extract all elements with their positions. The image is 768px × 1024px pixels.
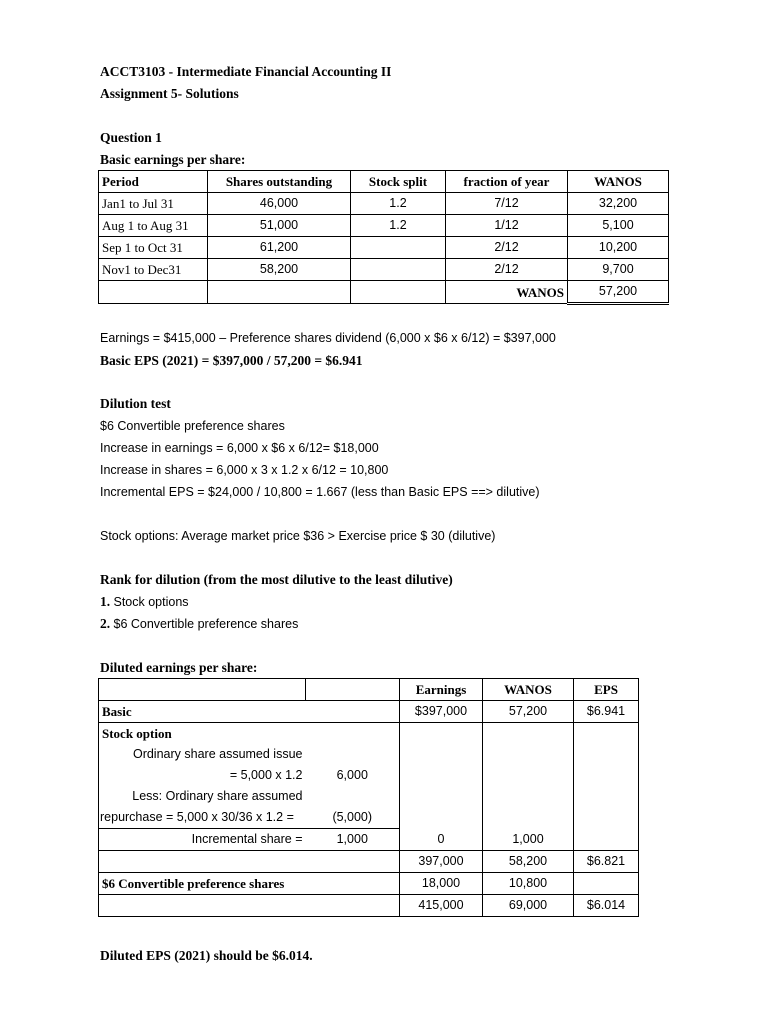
table-cell: 7/12 bbox=[446, 193, 568, 215]
convertible-row-label: $6 Convertible preference shares bbox=[99, 873, 400, 895]
table-cell: 58,200 bbox=[208, 259, 351, 281]
table-header-cell: Stock split bbox=[351, 171, 446, 193]
total-value: 57,200 bbox=[568, 281, 669, 304]
table-header-cell: WANOS bbox=[568, 171, 669, 193]
table-cell bbox=[99, 679, 306, 701]
table-cell bbox=[306, 723, 400, 745]
table-cell: 46,000 bbox=[208, 193, 351, 215]
table-cell: 18,000 bbox=[400, 873, 483, 895]
table-cell: 2/12 bbox=[446, 259, 568, 281]
incremental-eps-line: Incremental EPS = $24,000 / 10,800 = 1.667 (less than Basic EPS ==> dilutive) bbox=[100, 485, 540, 499]
basic-eps-heading: Basic earnings per share: bbox=[100, 152, 246, 167]
table-cell bbox=[306, 851, 400, 873]
table-cell: 5,100 bbox=[568, 215, 669, 237]
table-row bbox=[99, 851, 639, 873]
table-cell: 415,000 bbox=[400, 895, 483, 917]
rank-item-2 bbox=[100, 615, 298, 633]
table-cell: Less: Ordinary share assumed bbox=[99, 786, 306, 807]
increase-shares-line: Increase in shares = 6,000 x 3 x 1.2 x 6/12 = 10,800 bbox=[100, 463, 389, 477]
table-row bbox=[99, 723, 639, 745]
table-row bbox=[99, 895, 639, 917]
table-header-row bbox=[99, 171, 669, 193]
table-cell: repurchase = 5,000 x 30/36 x 1.2 = bbox=[99, 807, 306, 829]
question-title: Question 1 bbox=[100, 130, 162, 145]
table-row bbox=[99, 237, 669, 259]
table-cell bbox=[306, 744, 400, 765]
table-cell bbox=[351, 281, 446, 304]
table-cell: 2/12 bbox=[446, 237, 568, 259]
table-cell: = 5,000 x 1.2 bbox=[99, 765, 306, 786]
table-cell: 51,000 bbox=[208, 215, 351, 237]
table-cell bbox=[99, 895, 400, 917]
table-cell bbox=[99, 281, 208, 304]
table-row bbox=[99, 701, 639, 723]
earnings-line: Earnings = $415,000 – Preference shares dividend (6,000 x $6 x 6/12) = $397,000 bbox=[100, 331, 556, 345]
table-cell bbox=[483, 723, 574, 829]
rank-number: 1. bbox=[100, 594, 111, 609]
table-cell bbox=[574, 723, 639, 851]
table-total-row bbox=[99, 281, 669, 304]
table-cell bbox=[351, 237, 446, 259]
table-cell: $6.941 bbox=[574, 701, 639, 723]
table-cell bbox=[99, 851, 306, 873]
table-cell: Incremental share = bbox=[99, 829, 306, 851]
table-cell bbox=[306, 679, 400, 701]
table-cell: 32,200 bbox=[568, 193, 669, 215]
rank-heading: Rank for dilution (from the most dilutive to the least dilutive) bbox=[100, 572, 453, 587]
table-cell: $6.821 bbox=[574, 851, 639, 873]
table-cell: Jan1 to Jul 31 bbox=[99, 193, 208, 215]
table-cell bbox=[574, 873, 639, 895]
rank-text: $6 Convertible preference shares bbox=[113, 617, 299, 631]
table-row bbox=[99, 829, 639, 851]
rank-number: 2. bbox=[100, 616, 111, 631]
table-cell: 1,000 bbox=[306, 829, 400, 851]
table-cell: $6.014 bbox=[574, 895, 639, 917]
table-cell: 9,700 bbox=[568, 259, 669, 281]
table-cell: 58,200 bbox=[483, 851, 574, 873]
rank-text: Stock options bbox=[113, 595, 189, 609]
dilution-test-heading: Dilution test bbox=[100, 396, 171, 411]
table-cell: 6,000 bbox=[306, 765, 400, 786]
table-row bbox=[99, 215, 669, 237]
increase-earnings-line: Increase in earnings = 6,000 x $6 x 6/12= $18,000 bbox=[100, 441, 379, 455]
table-cell: 61,200 bbox=[208, 237, 351, 259]
table-cell: 1.2 bbox=[351, 215, 446, 237]
table-cell bbox=[208, 281, 351, 304]
table-cell: 1/12 bbox=[446, 215, 568, 237]
total-label: WANOS bbox=[446, 281, 568, 304]
table-cell: Sep 1 to Oct 31 bbox=[99, 237, 208, 259]
table-cell: 69,000 bbox=[483, 895, 574, 917]
table-cell: (5,000) bbox=[306, 807, 400, 829]
stock-option-label: Stock option bbox=[99, 723, 306, 745]
basic-row-label: Basic bbox=[99, 701, 400, 723]
table-row bbox=[99, 259, 669, 281]
table-cell bbox=[306, 786, 400, 807]
table-header-row bbox=[99, 679, 639, 701]
table-cell: Ordinary share assumed issue bbox=[99, 744, 306, 765]
table-cell: 397,000 bbox=[400, 851, 483, 873]
table-header-cell: EPS bbox=[574, 679, 639, 701]
basic-eps-line: Basic EPS (2021) = $397,000 / 57,200 = $6.941 bbox=[100, 353, 363, 368]
table-row bbox=[99, 873, 639, 895]
diluted-eps-heading: Diluted earnings per share: bbox=[100, 660, 258, 675]
conclusion-line: Diluted EPS (2021) should be $6.014. bbox=[100, 948, 313, 963]
table-cell: 0 bbox=[400, 829, 483, 851]
table-cell: 1,000 bbox=[483, 829, 574, 851]
table-header-cell: fraction of year bbox=[446, 171, 568, 193]
stock-options-line: Stock options: Average market price $36 > Exercise price $ 30 (dilutive) bbox=[100, 529, 496, 543]
table-header-cell: Earnings bbox=[400, 679, 483, 701]
diluted-eps-table bbox=[98, 678, 639, 917]
table-cell: 57,200 bbox=[483, 701, 574, 723]
table-header-cell: Period bbox=[99, 171, 208, 193]
table-cell bbox=[351, 259, 446, 281]
assignment-title: Assignment 5- Solutions bbox=[100, 86, 239, 101]
course-title: ACCT3103 - Intermediate Financial Accounting II bbox=[100, 64, 392, 79]
rank-item-1 bbox=[100, 593, 189, 611]
table-cell: 1.2 bbox=[351, 193, 446, 215]
table-cell: 10,200 bbox=[568, 237, 669, 259]
table-cell: $397,000 bbox=[400, 701, 483, 723]
table-cell: Nov1 to Dec31 bbox=[99, 259, 208, 281]
table-row bbox=[99, 193, 669, 215]
table-cell: Aug 1 to Aug 31 bbox=[99, 215, 208, 237]
convertible-pref-label: $6 Convertible preference shares bbox=[100, 419, 285, 433]
table-cell bbox=[400, 723, 483, 829]
table-header-cell: WANOS bbox=[483, 679, 574, 701]
table-header-cell: Shares outstanding bbox=[208, 171, 351, 193]
basic-eps-table bbox=[98, 170, 669, 305]
table-cell: 10,800 bbox=[483, 873, 574, 895]
